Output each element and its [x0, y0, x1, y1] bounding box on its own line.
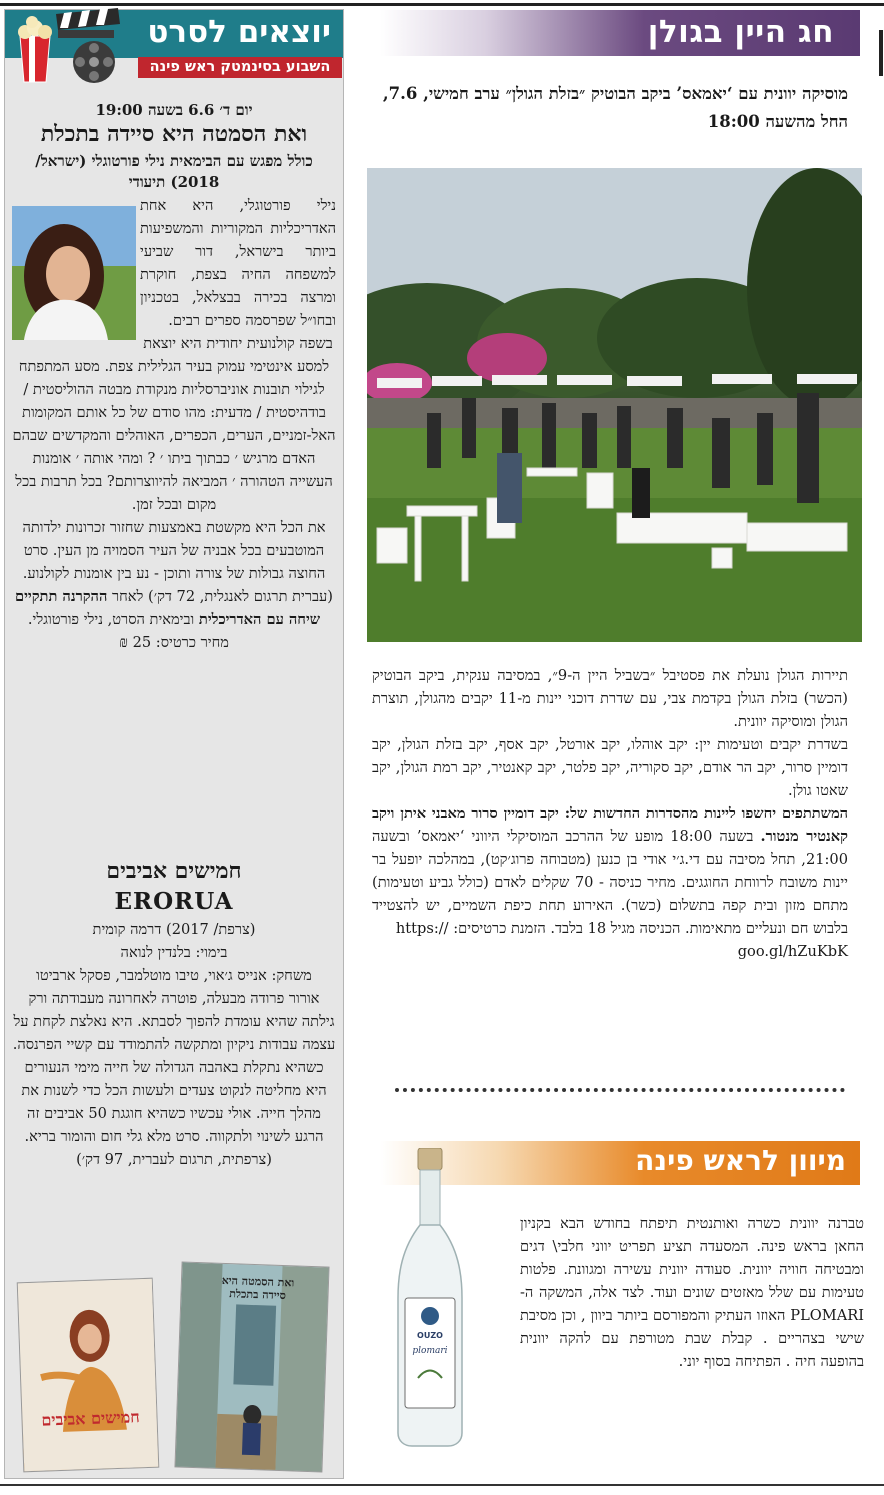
movie1-paragraph-3 [12, 516, 336, 631]
booking-url-prefix[interactable]: https:// [395, 920, 449, 937]
movie1-paragraph-3-end: ובימאית הסרט, נילי פורטוגלי. [27, 611, 195, 628]
bottle-label-brand: plomari [412, 1346, 448, 1356]
poster-fifty-springs [17, 1278, 160, 1473]
wine-paragraph-3-bold: המשתתפים יחשפו ליינות מהסדרות החדשות של: יקב דומיין סרור מאבני איתן ויקב קאנטיר מנטור. [372, 805, 848, 845]
poster1-title: חמישים אביבים [41, 1407, 140, 1430]
ouzo-article-body: טברנה יוונית כשרה ואותנטית תיפתח בחודש הבא בקניון החאן בראש פינה. המסעדה תציע תפריט יווני חלבי\ דגים ומבטיחה חוויה יוונית. סעודה יוונית עשירה ומגוונת. פלטות טעימות עם שלל מאזטים שונים ועוד. לצד אלה, המשקה ה-PLOMARI האוזו העתיק והמפורסם ביותר ביוון , וכן מסיבת שישי בצהריים . קבלת שבת מטורפת עם להקה יוונית בהופעה חיה . הפתיחה בסוף יוני. [520, 1215, 864, 1370]
poster2-title: ואת הסמטה היא סיידה בתכלת [221, 1273, 295, 1303]
wine-section-header [380, 10, 860, 56]
wine-article-body [372, 664, 848, 963]
movie2-language: (צרפתית, תרגום לעברית, 97 דק׳) [76, 1151, 272, 1168]
booking-url-link[interactable]: goo.gl/hZuKbK [737, 943, 848, 960]
movie2-body [12, 918, 336, 1171]
header-accent-bar [879, 30, 883, 76]
movie1-title: ואת הסמטה היא סיידה בתכלת [40, 121, 308, 147]
wine-paragraph-3-rest: בשעה 18:00 מופע של ההרכב המוסיקלי היווני ‘יאמאס’ ובשעה 21:00, תחל מסיבה עם די.ג׳י אודי בן כנען (מטבוחה פרוג׳קט), במהלכה יופעל בר יינות משובח לרווחת החוגגים. מחיר כניסה - 70 שקלים לאדם (כולל גביע וטעימות) מתחם מזון ובית קפה בתשלום (כשר). האירוע תחת כיפת השמיים, יש להצטייד בלבוש חם ונעליים מתאימות. הכניסה מגיל 18 בלבד. הזמנת כרטיסים: [372, 828, 848, 937]
movie1-paragraph-2: בשפה קולנועית יחודית היא יוצאת למסע אינטימי עמוק בעיר הגלילית צפת. מסע המתפתח לגילוי תובנות אוניברסליות מנקודת מבטה ההוליסטית / בודהיסטית / מדעית: מהו סודם של כל אותם המקומות האל-זמניים, הערים, הכפרים, האוהלים והמקדשים שבהם האדם מרגיש ׳ כבתוך ביתו ׳ ? ומהי אותה ׳ אומנות העשייה הטהורה ׳ המביאה להיווצרותם? בכל תרבות בכל מקום ובכל זמן. [12, 335, 336, 513]
booking-url [372, 940, 848, 963]
wine-section-title: חג היין בגולן [647, 14, 834, 50]
movie2-director: בימוי: בלנדין לנואה [120, 944, 228, 961]
festival-photo-illustration [367, 168, 862, 642]
movie2-synopsis: אורור פרודה מבעלה, פוטרה לאחרונה מעבודתה ורק גילתה שהיא עומדת להפוך לסבתא. היא נאלצת לקחת על עצמה עבודות ניקיון ומתקשה להתמודד עם קשיי הפרנסה. כשהיא נתקלת באהבה הגדולה של חייה מימי הנעורים היא מחליטה לנקוט צעדים ולעשות הכל כדי לשנות את מהלך חייה. אולי עכשיו כשהיא חוגגת 50 אביבים זה הרגע לשינוי ולתקווה. סרט מלא גלי חום והומור בריא. [12, 990, 336, 1145]
bottle-label-ouzo: OUZO [417, 1331, 443, 1340]
ouzo-section-title: מיוון לראש פינה [635, 1144, 846, 1177]
movie1-date: יום ד׳ 6.6 בשעה 19:00 [95, 101, 253, 119]
movie2-title-english: ERORUA [114, 888, 234, 915]
wine-paragraph-3 [372, 802, 848, 940]
wine-lead: מוסיקה יוונית עם ‘יאמאס’ ביקב הבוטיק ״בזלת הגולן״ ערב חמישי, 7.6, החל מהשעה 18:00 [382, 84, 848, 131]
movie1-paragraph-3-text: את הכל היא מקשטת באמצעות שחזור זכרונות ילדותה המוטבעים בכל אבניה של העיר הסמויה מן העין. סרט החוצה גבולות של צורה ותוכן - נע בין אומנות לקולנוע. (עברית תרגום לאנגלית, 72 דק׳) לאחר [22, 519, 333, 605]
movie1-paragraph-1: נילי פורטוגלי, היא אחת האדריכליות המקוריות והמשפיעות ביותר בישראל, דור שביעי למשפחה החיה בצפת, חוקרת ומרצה בכירה בבצלאל, בטכניון ובחו״ל שפרסמה ספרים רבים. [140, 197, 336, 329]
movie2-cast: משחק: אנייס ג׳אוי, טיבו מוטלמבר, פסקל ארביטו [36, 967, 312, 984]
movie1-price: מחיר כרטיס: 25 ₪ [119, 634, 229, 651]
movie2-title: חמישים אביבים [106, 858, 242, 884]
wine-paragraph-1: תיירות הגולן נועלת את פסטיבל ״בשביל היין ה-9״, במסיבה ענקית, ביקב הבוטיק (הכשר) בזלת הגולן בקדמת צבי, עם שדרת דוכני יינות מ-11 יקבים מהגולן, תוצרת הגולן ומוסיקה יוונית. [372, 667, 849, 730]
movie1-paragraph-3-bold: ההקרנה תתקיים שיחה עם האדריכלית [14, 588, 321, 628]
popcorn-film-icon [10, 8, 128, 86]
ouzo-bottle-image [390, 1148, 470, 1448]
cinema-subheader: השבוע בסינמטק ראש פינה [138, 57, 342, 78]
wine-festival-photo [367, 168, 862, 642]
wine-paragraph-2: בשדרת יקבים וטעימות יין: יקב אוהלו, יקב אורטל, יקב אסף, יקב בזלת הגולן, יקב דומיין סרור, יקב הר אודם, יקב סקוריה, יקב פלטר, יקב קאנטיר, יקב רמת הגולן, יקב שאטו גולן. [372, 736, 848, 799]
poster1-illustration [18, 1279, 160, 1473]
poster-alley-blue [174, 1261, 329, 1472]
movie2-genre: (צרפת/ 2017) דרמה קומית [92, 921, 256, 938]
bottom-rule [0, 1484, 884, 1486]
movie1-body [12, 194, 336, 654]
photo-float-spacer [12, 194, 140, 344]
top-rule [0, 3, 884, 6]
section-divider [395, 1088, 845, 1092]
cinema-title: יוצאים לסרט [147, 14, 331, 50]
movie1-subtitle: כולל מפגש עם הבימאית נילי פורטוגלי (ישראל/ 2018) תיעודי [35, 152, 313, 191]
